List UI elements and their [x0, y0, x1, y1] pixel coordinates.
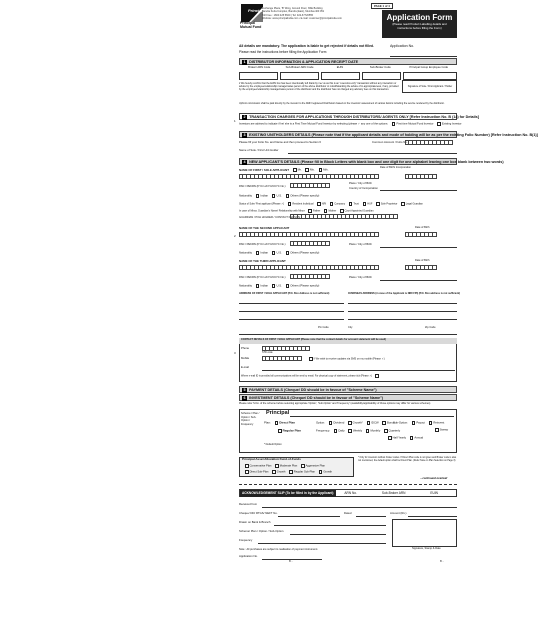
form-subtitle: (Please read Product Labelling details and instructions before filling the Form): [392, 22, 447, 30]
sub-broker-code-input[interactable]: [362, 72, 401, 80]
alloc-direct-growth-label: Growth: [276, 470, 286, 474]
side-mark-3: 3: [234, 351, 236, 355]
header-address: [262, 7, 354, 21]
plan-selection-note: * Only for investors without broker codes. If Direct Plan code is not given and Broker code is also not mentioned, the default option shall be Direct Plan. (Refer Note on Plan Selection on Page 3): [358, 457, 457, 462]
col-euin: EUIN: [336, 66, 344, 69]
status-legal-guardian-checkbox[interactable]: [401, 202, 405, 206]
section-1-number: 1: [243, 60, 246, 65]
application-no-label: Application No.: [390, 44, 415, 48]
second-indian-label: Indian: [260, 250, 269, 255]
address-overseas-label: OVERSEAS ADDRESS (in case of the Applicant is NRI/ FPI) (P.O. Box address is not sufficient): [348, 292, 461, 295]
first-unit-holder-line[interactable]: [288, 153, 457, 154]
section-3-header: [239, 131, 538, 138]
ack-note: Note : All purchases are subject to realisation of payment instrument.: [239, 548, 319, 551]
ack-date-label: Dated: [344, 511, 352, 515]
std-code-label: STD code: [262, 351, 273, 354]
mobile-cells[interactable]: [262, 356, 302, 361]
plan-row-direct: [264, 421, 295, 425]
broker-arn-input[interactable]: [239, 72, 278, 80]
relation-mother-label: Mother: [328, 209, 337, 213]
first-indian-checkbox[interactable]: [256, 194, 260, 198]
first-pan-cells[interactable]: [290, 183, 330, 188]
ack-cheque-line[interactable]: [278, 516, 340, 517]
relation-father-label: Father: [312, 209, 321, 213]
ack-received-label: Received from: [239, 502, 258, 506]
third-us-label: U.S.: [276, 283, 282, 288]
physical-statement-row: [241, 374, 380, 378]
first-applicant-label: NAME OF FIRST / SOLE APPLICANT: [239, 168, 289, 172]
option-bonus-checkbox[interactable]: [382, 421, 386, 425]
section-1-header: [239, 58, 457, 65]
first-pob-line[interactable]: [380, 190, 457, 191]
status-huf-checkbox[interactable]: [363, 202, 367, 206]
ack-signature-label: Signature, Stamp & Date: [412, 547, 441, 550]
email-label: E-mail: [241, 365, 249, 369]
status-resident-label: Resident Individual: [292, 202, 314, 206]
frequency-label: Frequency:: [316, 428, 330, 433]
logo: [241, 4, 263, 22]
third-indian-checkbox[interactable]: [256, 284, 260, 288]
scheme-label: Scheme / Plan / Option / Sub-Option / Frequency: [241, 412, 260, 426]
address-line-1: Exchange Plaza, 'B' Wing, Ground Floor, NSE Building: [262, 7, 323, 10]
common-account-label: Common Account / Folio No.: [372, 140, 408, 144]
distributor-inputs: [239, 72, 457, 80]
third-nationality-label: Nationality: [239, 283, 253, 288]
second-us-checkbox[interactable]: [272, 251, 276, 255]
existing-folio-label: Please fill your Folio No. and Name and then proceed to Section 6: [239, 140, 321, 144]
status-sole-proprietor-checkbox[interactable]: [376, 202, 380, 206]
second-name-cells[interactable]: [239, 232, 379, 237]
third-dob-cells[interactable]: [405, 265, 437, 270]
alloc-regular-label: Regular Sub-Plan: [293, 470, 315, 474]
ack-amount-label: Amount (Rs.): [390, 511, 407, 515]
freq-half-yearly-checkbox[interactable]: [388, 436, 392, 440]
ack-scheme-line[interactable]: [290, 534, 386, 535]
status-nri-label: NRI: [321, 202, 327, 206]
first-nationality-label: Nationality: [239, 193, 253, 198]
frequency-row-2: [385, 436, 423, 440]
application-no-line: [390, 56, 457, 57]
mobile-label: Mobile: [241, 356, 250, 360]
sub-broker-arn-input[interactable]: [280, 72, 319, 80]
second-indian-checkbox[interactable]: [256, 251, 260, 255]
alloc-regular-growth-label: Growth: [323, 470, 333, 474]
euin-input[interactable]: [321, 72, 360, 80]
first-indian-label: Indian: [260, 193, 269, 198]
first-ms-label: Ms.: [310, 167, 315, 172]
option-idcw-label: IDCW: [371, 420, 379, 425]
first-doi-label: Date of Birth/ Incorporation: [380, 166, 411, 169]
third-pan-label: PAN / PEKRN (KYC/ eKYC/CKYC No.): [239, 276, 286, 279]
suboption-row: [393, 421, 444, 425]
section-4-number: 4: [243, 160, 246, 165]
first-pan-label: PAN / PEKRN (KYC/ eKYC/CKYC No.): [239, 185, 286, 188]
second-dob-label: Date of Birth: [415, 226, 430, 229]
page-badge: PAGE 1 of 4: [371, 3, 393, 9]
option-growth-label: Growth*: [352, 420, 363, 425]
existing-investor-checkbox[interactable]: [437, 122, 441, 126]
first-dob-cells[interactable]: [405, 174, 437, 179]
existing-investor-label: Existing Investor: [441, 122, 462, 126]
phone-label: Phone: [241, 346, 250, 350]
alloc-options-row: [242, 464, 325, 468]
first-others-label: Others (Please specify): [290, 193, 320, 198]
option-dividend-label: Dividend: [333, 420, 345, 425]
status-company-checkbox[interactable]: [330, 202, 334, 206]
alloc-direct-checkbox[interactable]: [245, 470, 249, 474]
ack-header: [239, 489, 457, 497]
first-applicant-title-options: [290, 168, 329, 172]
third-indian-label: Indian: [260, 283, 269, 288]
side-mark-1: 1: [234, 119, 236, 123]
relation-court-label: Court Appointed Guardian: [344, 209, 374, 213]
alloc-conservative-checkbox[interactable]: [245, 464, 249, 468]
section-5-title: PAYMENT DETAILS (Cheque/ DD should be in favour of "Scheme Name"): [249, 388, 377, 393]
first-coi-label: Country of Incorporation: [349, 187, 378, 190]
minor-label: In case of Minor, Guardian's Name/ Relationship with Minor: [239, 209, 305, 213]
alloc-subplan-row: [242, 470, 332, 474]
address-line-4: Website: www.principalindia.com • E-mail: customer@principalindia.com: [262, 17, 342, 21]
third-pob-label: Place / City of Birth: [349, 276, 372, 279]
freq-weekly-label: Weekly: [352, 428, 363, 433]
default-option-note: * Default Option: [264, 443, 282, 446]
status-label: Status of Sole/ First applicant [Please ✓]: [239, 202, 285, 206]
alloc-regular-checkbox[interactable]: [289, 470, 293, 474]
alloc-direct-label: Direct Sub-Plan: [249, 470, 269, 474]
first-ms-checkbox[interactable]: [305, 168, 309, 172]
ack-page-mark-right: 8 ..: [440, 559, 445, 563]
suboption-reinvest-label: Reinvest: [433, 420, 445, 425]
minor-row: [239, 209, 373, 213]
address-first-line-1[interactable]: [239, 303, 344, 304]
regular-plan-checkbox[interactable]: [278, 429, 282, 433]
suboption-payout-checkbox[interactable]: [412, 421, 416, 425]
section-1-title: DISTRIBUTOR INFORMATION & APPLICATION RECEIPT DATE: [249, 60, 359, 65]
freq-annual-label: Annual: [414, 435, 424, 440]
plan-label: Plan:: [264, 420, 271, 425]
second-applicant-label: NAME OF THE SECOND APPLICANT: [239, 226, 290, 230]
address-first-label: ADDRESS OF FIRST / SOLE APPLICANT (P.O. Box Address is not sufficient): [239, 292, 330, 295]
guardian-label: GUARDIAN / POA HOLDER / CONTACT PERSON: [239, 216, 300, 219]
relation-mother-checkbox[interactable]: [324, 209, 328, 213]
alloc-aggressive-label: Aggressive Plan: [305, 464, 325, 468]
first-us-label: U.S.: [276, 193, 282, 198]
section-3-title: EXISTING UNITHOLDERS DETAILS (Please note that if the applicant details and mode of holding will be as per the existing Folio Number) [Refer Instruction No. B(1)]: [249, 133, 538, 138]
suboption-payout-label: Payout: [416, 420, 426, 425]
logo-text: Principal: [248, 8, 265, 13]
address-first-line-3[interactable]: [239, 319, 344, 320]
declaration-signature-label: Signature of Sole / First Applicant / Holder: [407, 85, 453, 88]
mobile-sms-row: [306, 357, 385, 361]
third-us-checkbox[interactable]: [272, 284, 276, 288]
folio-number-cells[interactable]: [405, 140, 453, 145]
contact-header: CONTACT DETAILS OF FIRST / SOLE APPLICANT (Please note that the contact details for account statement will be used): [239, 338, 457, 344]
third-pob-line[interactable]: [380, 280, 457, 281]
status-trust-label: Trust: [353, 202, 359, 206]
direct-plan-label: Direct Plan: [279, 420, 295, 425]
sms-updates-checkbox[interactable]: [309, 357, 313, 361]
status-row: [239, 202, 423, 206]
col-broker-arn: Broker/ ARN Code: [248, 66, 271, 69]
first-mr-checkbox[interactable]: [293, 168, 297, 172]
first-time-investor-checkbox[interactable]: [392, 122, 396, 126]
ack-drawn-label: Drawn on Bank & Branch: [239, 520, 271, 524]
ack-drawn-line[interactable]: [274, 525, 386, 526]
alloc-aggressive-checkbox[interactable]: [301, 464, 305, 468]
mandatory-notice: All details are mandatory. The application is liable to get rejected if details not filled.: [239, 44, 375, 48]
suboption-label: Sub-Option:: [393, 420, 408, 425]
ack-received-line[interactable]: [262, 507, 457, 508]
cut-line: [239, 484, 457, 485]
pin-code-label: Pin Code: [318, 326, 329, 329]
second-others-checkbox[interactable]: [286, 251, 290, 255]
address-first-line-2[interactable]: [239, 311, 344, 312]
status-nri-checkbox[interactable]: [317, 202, 321, 206]
ack-scheme-label: Scheme/ Plan / Option / Sub-Option: [239, 529, 284, 533]
brand-name: [240, 22, 261, 30]
section-5-header: [239, 386, 457, 393]
ack-subbroker-label: Sub-Broker ARN: [381, 490, 406, 495]
relation-court-checkbox[interactable]: [340, 209, 344, 213]
first-us-checkbox[interactable]: [272, 194, 276, 198]
zip-code-label: Zip Code: [425, 326, 436, 329]
freq-monthly-label: Monthly: [370, 428, 381, 433]
transaction-charges-desc: Investors are advised to indicate if he/ she is a First Time Mutual Fund Investor by selecting (please ✓ any one of the options:: [239, 122, 389, 126]
freq-quarterly-label: Quarterly: [388, 428, 401, 433]
section-4-header: [239, 158, 504, 165]
freq-daily-checkbox[interactable]: [334, 429, 338, 433]
ack-cheque-label: Cheque/ DD/ RTGS/ NEFT No.: [239, 511, 278, 515]
scheme-principal: Principal: [266, 410, 290, 416]
ack-app-no-label: Application No.: [239, 554, 258, 558]
relation-father-checkbox[interactable]: [308, 209, 312, 213]
section-5-number: 5: [243, 388, 246, 393]
distributor-headers: [239, 66, 457, 71]
city-label: City: [348, 326, 353, 329]
form-title-box: [382, 10, 457, 38]
freq-weekly-checkbox[interactable]: [348, 429, 352, 433]
address-overseas-line-1[interactable]: [348, 303, 457, 304]
alloc-moderate-label: Moderate Plan: [279, 464, 298, 468]
address-state-line[interactable]: [239, 334, 457, 335]
second-pan-label: PAN / PEKRN (KYC/ eKYC/CKYC No.): [239, 243, 286, 246]
suboption-sweep-checkbox[interactable]: [435, 428, 439, 432]
section-2-header: [239, 113, 479, 120]
status-company-label: Company: [334, 202, 346, 206]
first-ms-company-checkbox[interactable]: [319, 168, 323, 172]
freq-half-yearly-label: Half Yearly: [392, 435, 406, 440]
ack-euin-label: EUIN: [430, 490, 438, 495]
option-growth-checkbox[interactable]: [348, 421, 352, 425]
brand-line-1: Principal: [240, 21, 256, 25]
third-others-label: Others (Please specify): [290, 283, 320, 288]
freq-quarterly-checkbox[interactable]: [384, 429, 388, 433]
third-name-cells[interactable]: [239, 265, 379, 270]
status-huf-label: HUF: [367, 202, 373, 206]
guardian-name-cells[interactable]: [290, 214, 398, 219]
investment-details-text: Please refer S.No. of the scheme before selecting appropriate 'Option', 'Sub-Option' and 'Frequency' (availability/applicability of those options may differ for various schemes): [239, 402, 431, 405]
second-pan-cells[interactable]: [290, 241, 330, 246]
scheme-name-line[interactable]: [290, 416, 454, 417]
col-sub-broker-arn: Sub-Broker/ ARN Code: [285, 66, 314, 69]
alloc-conservative-label: Conservative Plan: [249, 464, 272, 468]
section-6-number: 6: [243, 396, 246, 401]
second-us-label: U.S.: [276, 250, 282, 255]
section-4-title: NEW APPLICANT'S DETAILS (Please fill in Block Letters with blank box and one digit for one alphabet leaving one box blank between two words): [249, 160, 504, 165]
option-dividend-checkbox[interactable]: [329, 421, 333, 425]
instructions-notice: Please read the instructions before filling the Application Form: [239, 50, 327, 54]
ack-stamp-box: [392, 519, 457, 547]
address-overseas-line-2[interactable]: [348, 311, 457, 312]
address-line-2: Bandra Kurla Complex, Bandra (East), Mumbai-400 051: [262, 10, 325, 14]
email-line[interactable]: [262, 370, 455, 371]
upfront-commission-note: Upfront commission shall be paid directly by the investor to the AMFI registered Distributors based on the investors' assessment of various factors including the service rendered by the distributor.: [239, 102, 445, 105]
suboption-sweep-row: [432, 428, 448, 432]
direct-plan-checkbox[interactable]: [275, 421, 279, 425]
status-resident-checkbox[interactable]: [288, 202, 292, 206]
option-idcw-checkbox[interactable]: [367, 421, 371, 425]
alloc-direct-growth-checkbox[interactable]: [272, 470, 276, 474]
freq-annual-checkbox[interactable]: [410, 436, 414, 440]
employee-code-input[interactable]: [403, 72, 457, 80]
freq-monthly-checkbox[interactable]: [366, 429, 370, 433]
col-sub-broker-code: Sub-Broker Code: [369, 66, 391, 69]
first-nationality-row: [239, 194, 319, 198]
second-nationality-label: Nationality: [239, 250, 253, 255]
regular-plan-label: Regular Plan: [282, 428, 301, 433]
ack-frequency-line[interactable]: [258, 543, 386, 544]
second-dob-cells[interactable]: [405, 232, 437, 237]
freq-daily-label: Daily: [338, 428, 345, 433]
second-others-label: Others (Please specify): [290, 250, 320, 255]
address-overseas-line-3[interactable]: [348, 319, 457, 320]
first-mr-label: Mr.: [297, 167, 302, 172]
mobile-sms-note: I/ We wish to receive updates via SMS on my mobile (Please ✓): [313, 357, 385, 361]
option-bonus-label: Bonus: [387, 420, 395, 425]
form-title: Application Form: [386, 13, 453, 22]
physical-statement-note: Where e-mail ID is provided all communications will be sent by email. For physical copy of statement, please tick (Please ✓): [241, 374, 373, 378]
alloc-title: Principal Asset Allocation Fund-of-Funds: [242, 457, 301, 461]
col-employee-code: Principal Group Employee Code: [409, 66, 448, 69]
third-nationality-row: [239, 284, 319, 288]
brand-line-2: Mutual Fund: [240, 24, 262, 29]
third-pan-cells[interactable]: [290, 274, 330, 279]
status-legal-guardian-label: Legal Guardian: [405, 202, 423, 206]
address-line-3: Toll Free : 1800 425 5600 | Tel: 022-67720555: [262, 13, 314, 17]
euin-declaration: I/ We hereby confirm that the EUIN box has been intentionally left blank by me/ us as this is an "execution-only" transaction without any interaction or advice by the employee/relationship manager/sales person of the above distributor or notwithstanding the advice of in-appropriateness, if any, provided by the employee/relationship manager/sales person of the distributor and the distributor has not charged any advisory fees on this transaction.: [239, 82, 399, 92]
status-trust-checkbox[interactable]: [349, 202, 353, 206]
physical-statement-checkbox[interactable]: [375, 374, 379, 378]
section-3-number: 3: [243, 133, 246, 138]
alloc-moderate-checkbox[interactable]: [275, 464, 279, 468]
ack-frequency-label: Frequency: [239, 538, 253, 542]
ack-amount-line[interactable]: [408, 516, 457, 517]
alloc-regular-growth-checkbox[interactable]: [319, 470, 323, 474]
frequency-row: [316, 429, 400, 433]
first-ms-company-label: M/s.: [323, 167, 329, 172]
suboption-sweep-label: Sweep: [439, 427, 449, 432]
first-others-checkbox[interactable]: [286, 194, 290, 198]
section-2-title: TRANSACTION CHARGES FOR APPLICATIONS THROUGH DISTRIBUTORS/ AGENTS ONLY [Refer Instruction No. B (14) for Details]: [249, 115, 479, 120]
second-pob-label: Place / City of Birth: [349, 243, 372, 246]
second-nationality-row: [239, 251, 319, 255]
section-2-number: 2: [243, 115, 246, 120]
third-others-checkbox[interactable]: [286, 284, 290, 288]
section-6-header: [239, 394, 457, 401]
suboption-reinvest-checkbox[interactable]: [429, 421, 433, 425]
second-pob-line[interactable]: [380, 247, 457, 248]
ack-arn-label: ARN No.: [344, 490, 357, 495]
first-name-cells[interactable]: [239, 174, 379, 179]
section-6-title: INVESTMENT DETAILS (Cheque/ DD should be in favour of "Scheme Name"): [249, 396, 383, 401]
ack-page-mark-left: 8 ..: [289, 559, 294, 563]
continued-overleaf: ...continued overleaf: [420, 476, 448, 480]
ack-title: ACKNOWLEDGEMENT SLIP (To be filled in by the Applicant): [240, 490, 336, 497]
side-mark-2: 2: [234, 234, 236, 238]
first-unit-holder-label: Name of Sole / First Unit Holder: [239, 148, 279, 152]
status-sole-proprietor-label: Sole Proprietor: [380, 202, 398, 206]
plan-row-regular: [275, 429, 301, 433]
option-row: [316, 421, 395, 425]
first-pob-label: Place / City of Birth: [349, 182, 372, 185]
transaction-charges-text: [239, 122, 462, 126]
third-applicant-label: NAME OF THE THIRD APPLICANT: [239, 259, 286, 263]
ack-date-line[interactable]: [356, 516, 386, 517]
first-time-investor-label: First time Mutual Fund Investor: [396, 122, 434, 126]
option-label: Option:: [316, 420, 326, 425]
third-dob-label: Date of Birth: [415, 259, 430, 262]
